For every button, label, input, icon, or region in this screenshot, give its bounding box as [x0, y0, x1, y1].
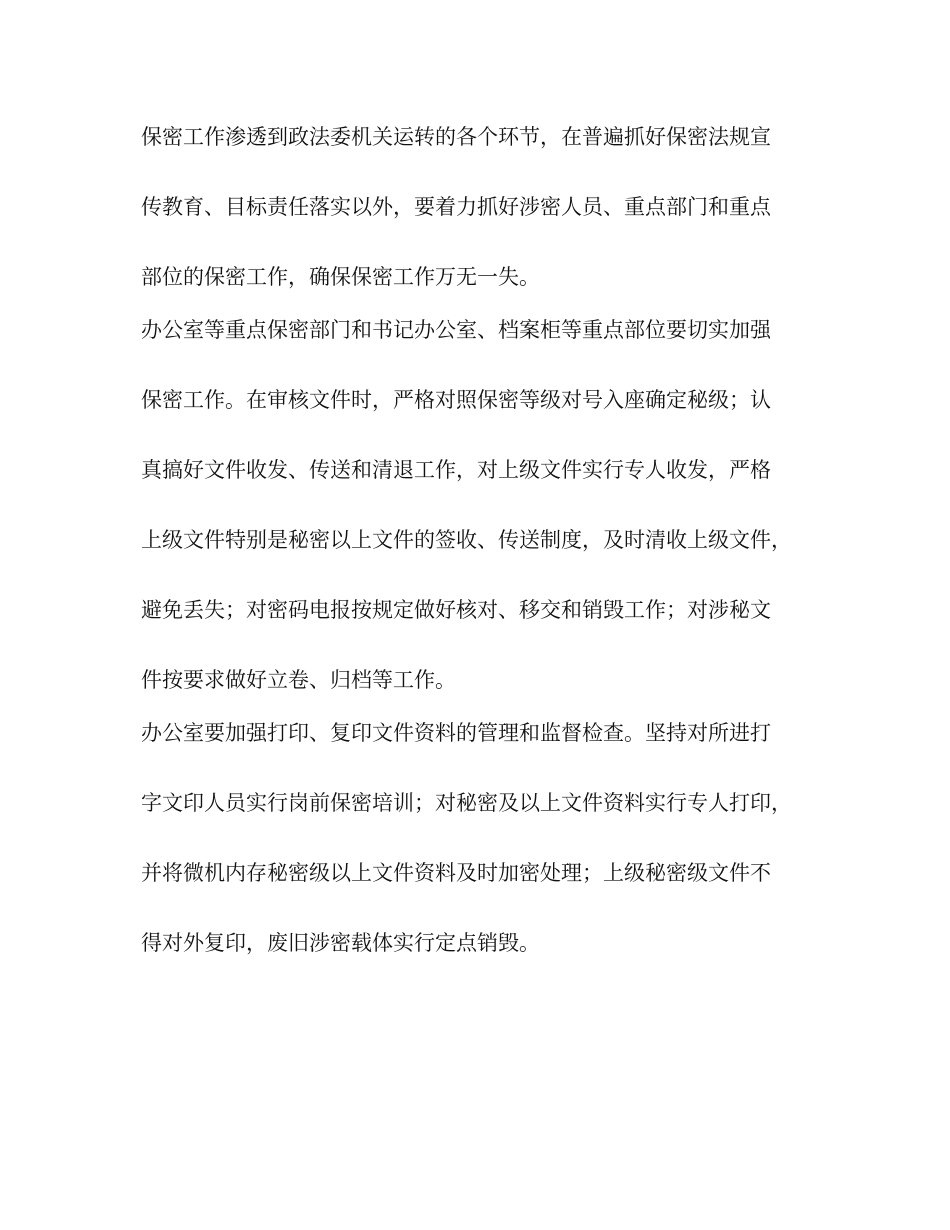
text-line: 保密工作。在审核文件时，严格对照保密等级对号入座确定秘级；认 — [141, 388, 771, 412]
text-line: 办公室要加强打印、复印文件资料的管理和监督检查。坚持对所进打 — [141, 721, 771, 745]
text-line: 得对外复印，废旧涉密载体实行定点销毁。 — [141, 931, 540, 955]
text-line: 避免丢失；对密码电报按规定做好核对、移交和销毁工作；对涉秘文 — [141, 598, 771, 622]
paragraph-3 — [141, 721, 801, 955]
paragraph-2 — [141, 318, 801, 692]
text-line: 办公室等重点保密部门和书记办公室、档案柜等重点部位要切实加强 — [141, 318, 771, 342]
text-line: 部位的保密工作，确保保密工作万无一失。 — [141, 265, 540, 289]
text-line: 传教育、目标责任落实以外，要着力抓好涉密人员、重点部门和重点 — [141, 195, 771, 219]
text-line: 上级文件特别是秘密以上文件的签收、传送制度，及时清收上级文件， — [141, 528, 792, 552]
document-body — [141, 125, 801, 955]
text-line: 件按要求做好立卷、归档等工作。 — [141, 668, 456, 692]
text-line: 字文印人员实行岗前保密培训；对秘密及以上文件资料实行专人打印， — [141, 791, 792, 815]
text-line: 保密工作渗透到政法委机关运转的各个环节，在普遍抓好保密法规宣 — [141, 125, 771, 149]
paragraph-1 — [141, 125, 801, 289]
text-line: 并将微机内存秘密级以上文件资料及时加密处理；上级秘密级文件不 — [141, 861, 771, 885]
text-line: 真搞好文件收发、传送和清退工作，对上级文件实行专人收发，严格 — [141, 458, 771, 482]
